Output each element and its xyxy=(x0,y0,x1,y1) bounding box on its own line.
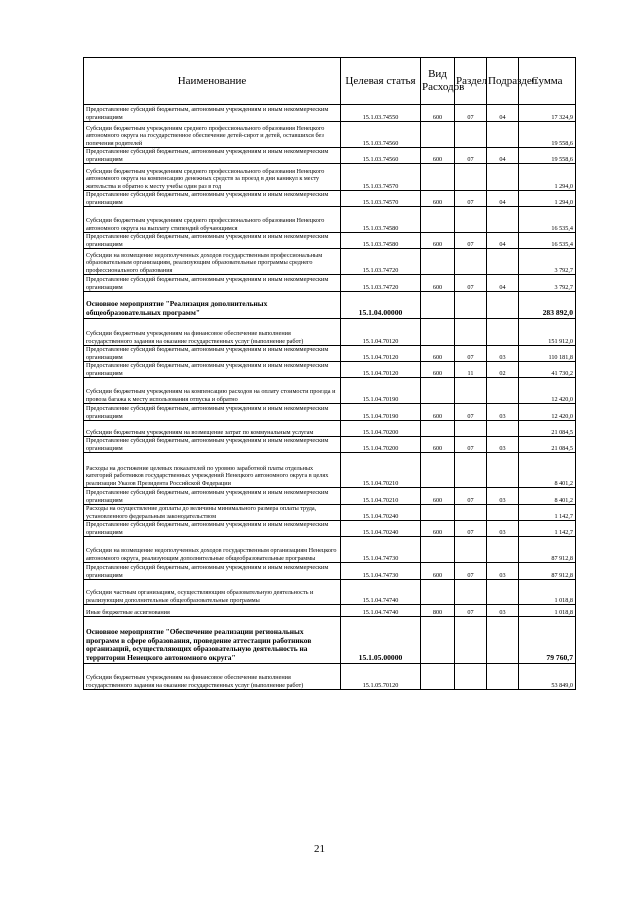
cell-rz xyxy=(455,164,487,191)
header-name: Наименование xyxy=(84,58,341,105)
cell-name: Предоставление субсидий бюджетным, автономным учреждениям и иным некоммерческим организациям xyxy=(84,148,341,164)
cell-name: Расходы на осуществление доплаты до величины минимального размера оплаты труда, установленного федеральным законодательством xyxy=(84,505,341,521)
table-row xyxy=(84,521,576,537)
cell-sum: 1 018,8 xyxy=(519,605,576,617)
table-row xyxy=(84,191,576,207)
cell-target: 15.1.03.74570 xyxy=(341,164,421,191)
cell-target: 15.1.03.74580 xyxy=(341,233,421,249)
table-row xyxy=(84,505,576,521)
table-row xyxy=(84,148,576,164)
cell-target: 15.1.03.74580 xyxy=(341,207,421,233)
header-target: Целевая статья xyxy=(341,58,421,105)
cell-sum: 87 912,8 xyxy=(519,563,576,580)
cell-name: Субсидии бюджетным учреждениям на финансовое обеспечение выполнения государственного задания на оказание государственных услуг (выполнение работ) xyxy=(84,664,341,690)
cell-sum: 1 294,0 xyxy=(519,164,576,191)
cell-vr xyxy=(421,164,455,191)
cell-pr: 04 xyxy=(487,105,519,122)
table-row xyxy=(84,362,576,378)
cell-name: Субсидии бюджетным учреждениям на финансовое обеспечение выполнения государственного задания на оказание государственных услуг (выполнение работ) xyxy=(84,319,341,346)
cell-target: 15.1.05.70120 xyxy=(341,664,421,690)
table-row xyxy=(84,275,576,292)
table-row xyxy=(84,537,576,563)
cell-rz: 07 xyxy=(455,148,487,164)
table-row xyxy=(84,437,576,453)
cell-sum: 19 558,6 xyxy=(519,148,576,164)
cell-target: 15.1.04.74740 xyxy=(341,580,421,605)
cell-sum: 53 849,0 xyxy=(519,664,576,690)
cell-name: Субсидии бюджетным учреждениям среднего профессионального образования Ненецкого автономного округа на государственное обеспечение детей-сирот и детей, оставшихся без попечения родителей xyxy=(84,122,341,148)
cell-sum: 1 018,8 xyxy=(519,580,576,605)
cell-target: 15.1.04.70240 xyxy=(341,521,421,537)
cell-pr: 02 xyxy=(487,362,519,378)
header-rz: Раздел xyxy=(455,58,487,105)
cell-sum: 110 181,8 xyxy=(519,346,576,362)
cell-pr xyxy=(487,453,519,488)
cell-rz: 07 xyxy=(455,105,487,122)
table-row xyxy=(84,404,576,421)
cell-vr xyxy=(421,122,455,148)
cell-sum: 8 401,2 xyxy=(519,453,576,488)
table-row xyxy=(84,664,576,690)
cell-target: 15.1.04.70210 xyxy=(341,453,421,488)
cell-rz: 07 xyxy=(455,488,487,505)
cell-target: 15.1.03.74560 xyxy=(341,148,421,164)
cell-pr xyxy=(487,580,519,605)
cell-sum: 87 912,8 xyxy=(519,537,576,563)
cell-vr: 600 xyxy=(421,275,455,292)
cell-sum: 283 892,0 xyxy=(519,292,576,319)
cell-pr xyxy=(487,249,519,275)
cell-rz: 07 xyxy=(455,404,487,421)
cell-pr xyxy=(487,617,519,664)
cell-rz xyxy=(455,617,487,664)
cell-vr xyxy=(421,580,455,605)
cell-target: 15.1.03.74550 xyxy=(341,105,421,122)
cell-target: 15.1.03.74720 xyxy=(341,275,421,292)
cell-vr xyxy=(421,453,455,488)
cell-rz: 07 xyxy=(455,191,487,207)
cell-pr xyxy=(487,664,519,690)
cell-name: Иные бюджетные ассигнования xyxy=(84,605,341,617)
cell-pr xyxy=(487,319,519,346)
cell-target: 15.1.04.70120 xyxy=(341,362,421,378)
cell-name: Предоставление субсидий бюджетным, автономным учреждениям и иным некоммерческим организациям xyxy=(84,346,341,362)
table-row xyxy=(84,292,576,319)
cell-name: Расходы на достижение целевых показателей по уровню заработной платы отдельных категорий работников государственных учреждений Ненецкого автономного округа в целях реализации Указов Президента Российской Федерации xyxy=(84,453,341,488)
cell-vr: 800 xyxy=(421,605,455,617)
cell-sum: 3 792,7 xyxy=(519,249,576,275)
cell-name: Субсидии бюджетным учреждениям среднего профессионального образования Ненецкого автономного округа на компенсацию денежных средств за проезд в дни каникул к месту жительства и обратно к месту учебы один раз в год xyxy=(84,164,341,191)
cell-name: Субсидии бюджетным учреждениям на компенсацию расходов на оплату стоимости проезда и провоза багажа к месту использования отпуска и обратно xyxy=(84,378,341,404)
cell-vr xyxy=(421,249,455,275)
table-row xyxy=(84,233,576,249)
cell-pr xyxy=(487,505,519,521)
cell-vr: 600 xyxy=(421,404,455,421)
cell-pr: 03 xyxy=(487,346,519,362)
cell-pr xyxy=(487,207,519,233)
cell-name: Предоставление субсидий бюджетным, автономным учреждениям и иным некоммерческим организациям xyxy=(84,563,341,580)
cell-name: Субсидии бюджетным учреждениям среднего профессионального образования Ненецкого автономного округа на выплату стипендий обучающимся xyxy=(84,207,341,233)
cell-rz xyxy=(455,453,487,488)
cell-name: Субсидии бюджетным учреждениям на возмещение затрат по коммунальным услугам xyxy=(84,421,341,437)
cell-pr: 04 xyxy=(487,191,519,207)
table-row xyxy=(84,605,576,617)
cell-vr xyxy=(421,617,455,664)
cell-vr xyxy=(421,319,455,346)
cell-pr xyxy=(487,378,519,404)
table-row xyxy=(84,453,576,488)
cell-rz xyxy=(455,537,487,563)
cell-target: 15.1.04.70200 xyxy=(341,421,421,437)
page-number: 21 xyxy=(314,843,325,855)
cell-sum: 151 912,0 xyxy=(519,319,576,346)
cell-sum: 3 792,7 xyxy=(519,275,576,292)
table-row xyxy=(84,164,576,191)
cell-rz xyxy=(455,292,487,319)
cell-sum: 12 420,0 xyxy=(519,378,576,404)
cell-sum: 12 420,0 xyxy=(519,404,576,421)
cell-name: Предоставление субсидий бюджетным, автономным учреждениям и иным некоммерческим организациям xyxy=(84,437,341,453)
cell-pr xyxy=(487,164,519,191)
cell-vr xyxy=(421,292,455,319)
cell-vr xyxy=(421,207,455,233)
table-row xyxy=(84,580,576,605)
table-body xyxy=(84,105,576,690)
cell-rz xyxy=(455,505,487,521)
cell-target: 15.1.04.70190 xyxy=(341,378,421,404)
cell-name: Предоставление субсидий бюджетным, автономным учреждениям и иным некоммерческим организациям xyxy=(84,191,341,207)
cell-vr xyxy=(421,537,455,563)
cell-pr xyxy=(487,122,519,148)
cell-target: 15.1.04.70120 xyxy=(341,319,421,346)
cell-target: 15.1.03.74570 xyxy=(341,191,421,207)
cell-vr: 600 xyxy=(421,362,455,378)
cell-pr xyxy=(487,292,519,319)
table-row xyxy=(84,421,576,437)
cell-rz: 11 xyxy=(455,362,487,378)
cell-vr xyxy=(421,421,455,437)
cell-name: Основное мероприятие "Обеспечение реализации региональных программ в сфере образования, проведение аттестации работников организаций, осуществляющих образовательную деятельность на территории Ненецкого автономного округа" xyxy=(84,617,341,664)
cell-sum: 16 535,4 xyxy=(519,207,576,233)
cell-name: Предоставление субсидий бюджетным, автономным учреждениям и иным некоммерческим организациям xyxy=(84,105,341,122)
cell-pr: 03 xyxy=(487,404,519,421)
cell-vr: 600 xyxy=(421,437,455,453)
cell-sum: 16 535,4 xyxy=(519,233,576,249)
cell-pr xyxy=(487,421,519,437)
cell-pr: 03 xyxy=(487,488,519,505)
cell-vr: 600 xyxy=(421,191,455,207)
cell-vr xyxy=(421,378,455,404)
cell-pr: 04 xyxy=(487,148,519,164)
cell-target: 15.1.03.74560 xyxy=(341,122,421,148)
cell-rz: 07 xyxy=(455,437,487,453)
cell-rz xyxy=(455,319,487,346)
cell-rz xyxy=(455,122,487,148)
cell-pr: 03 xyxy=(487,437,519,453)
cell-rz: 07 xyxy=(455,233,487,249)
cell-name: Предоставление субсидий бюджетным, автономным учреждениям и иным некоммерческим организациям xyxy=(84,404,341,421)
cell-target: 15.1.05.00000 xyxy=(341,617,421,664)
cell-name: Предоставление субсидий бюджетным, автономным учреждениям и иным некоммерческим организациям xyxy=(84,275,341,292)
cell-sum: 1 142,7 xyxy=(519,505,576,521)
cell-vr: 600 xyxy=(421,521,455,537)
table-row xyxy=(84,105,576,122)
cell-vr: 600 xyxy=(421,105,455,122)
header-sum: Сумма xyxy=(519,58,576,105)
cell-rz: 07 xyxy=(455,346,487,362)
cell-pr: 03 xyxy=(487,605,519,617)
table-row xyxy=(84,378,576,404)
cell-vr: 600 xyxy=(421,346,455,362)
cell-name: Предоставление субсидий бюджетным, автономным учреждениям и иным некоммерческим организациям xyxy=(84,362,341,378)
budget-table xyxy=(83,57,576,690)
table-row xyxy=(84,122,576,148)
cell-name: Предоставление субсидий бюджетным, автономным учреждениям и иным некоммерческим организациям xyxy=(84,521,341,537)
cell-rz: 07 xyxy=(455,563,487,580)
cell-target: 15.1.04.74730 xyxy=(341,563,421,580)
cell-rz xyxy=(455,207,487,233)
table-row xyxy=(84,617,576,664)
header-pr: Подраздел xyxy=(487,58,519,105)
cell-vr xyxy=(421,505,455,521)
cell-sum: 41 730,2 xyxy=(519,362,576,378)
cell-vr: 600 xyxy=(421,233,455,249)
cell-name: Субсидии частным организациям, осуществляющим образовательную деятельность и реализующим дополнительные общеобразовательные программы xyxy=(84,580,341,605)
cell-target: 15.1.03.74720 xyxy=(341,249,421,275)
cell-name: Субсидии на возмещение недополученных доходов государственным организациям Ненецкого автономного округа, реализующим дополнительные общеобразовательные программы xyxy=(84,537,341,563)
cell-rz: 07 xyxy=(455,521,487,537)
cell-target: 15.1.04.70210 xyxy=(341,488,421,505)
cell-target: 15.1.04.74730 xyxy=(341,537,421,563)
cell-target: 15.1.04.70190 xyxy=(341,404,421,421)
cell-target: 15.1.04.00000 xyxy=(341,292,421,319)
cell-sum: 8 401,2 xyxy=(519,488,576,505)
cell-sum: 1 142,7 xyxy=(519,521,576,537)
table-row xyxy=(84,488,576,505)
cell-pr: 04 xyxy=(487,233,519,249)
cell-sum: 19 558,6 xyxy=(519,122,576,148)
cell-pr xyxy=(487,537,519,563)
cell-target: 15.1.04.70240 xyxy=(341,505,421,521)
table-row xyxy=(84,207,576,233)
cell-target: 15.1.04.70120 xyxy=(341,346,421,362)
cell-vr: 600 xyxy=(421,563,455,580)
header-vr: Вид Расходов xyxy=(421,58,455,105)
table-row xyxy=(84,319,576,346)
cell-rz xyxy=(455,664,487,690)
cell-pr: 04 xyxy=(487,275,519,292)
cell-rz: 07 xyxy=(455,605,487,617)
cell-rz xyxy=(455,249,487,275)
cell-pr: 03 xyxy=(487,521,519,537)
cell-target: 15.1.04.70200 xyxy=(341,437,421,453)
cell-rz xyxy=(455,421,487,437)
cell-name: Основное мероприятие "Реализация дополнительных общеобразовательных программ" xyxy=(84,292,341,319)
cell-name: Субсидии на возмещение недополученных доходов государственным профессиональным образовательным организациям, реализующим образовательные программы среднего профессионального образования xyxy=(84,249,341,275)
cell-sum: 17 324,9 xyxy=(519,105,576,122)
cell-vr xyxy=(421,664,455,690)
cell-vr: 600 xyxy=(421,148,455,164)
table-row xyxy=(84,563,576,580)
cell-rz xyxy=(455,580,487,605)
cell-sum: 79 760,7 xyxy=(519,617,576,664)
cell-vr: 600 xyxy=(421,488,455,505)
cell-name: Предоставление субсидий бюджетным, автономным учреждениям и иным некоммерческим организациям xyxy=(84,233,341,249)
cell-target: 15.1.04.74740 xyxy=(341,605,421,617)
cell-rz xyxy=(455,378,487,404)
table-row xyxy=(84,249,576,275)
cell-pr: 03 xyxy=(487,563,519,580)
cell-sum: 21 084,5 xyxy=(519,421,576,437)
table-header-row xyxy=(84,58,576,105)
cell-rz: 07 xyxy=(455,275,487,292)
cell-name: Предоставление субсидий бюджетным, автономным учреждениям и иным некоммерческим организациям xyxy=(84,488,341,505)
cell-sum: 21 084,5 xyxy=(519,437,576,453)
cell-sum: 1 294,0 xyxy=(519,191,576,207)
table-row xyxy=(84,346,576,362)
